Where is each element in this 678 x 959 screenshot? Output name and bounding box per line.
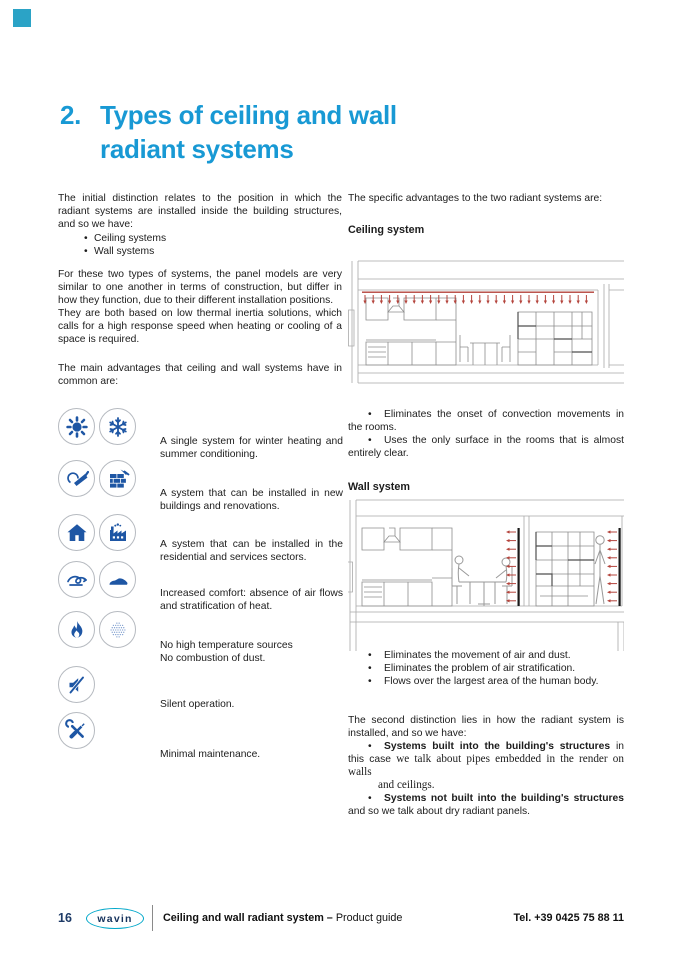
page-title-line1: Types of ceiling and wall — [100, 100, 397, 130]
bullet-glyph: • — [368, 650, 372, 661]
shoe-glyph — [106, 568, 130, 592]
crossed-tools-glyph — [65, 719, 89, 743]
bullet-glyph: • — [368, 663, 372, 674]
wall-shelving — [536, 532, 594, 606]
house-glyph — [65, 521, 89, 545]
shoe-icon — [99, 561, 136, 598]
flame-glyph — [65, 618, 89, 642]
ceiling-system-diagram — [348, 250, 624, 400]
second-distinction-block — [348, 714, 624, 818]
left-intro-paragraph: The initial distinction relates to the position in which the radiant systems are installed inside the building structures, and so we have: — [58, 193, 342, 230]
wall-bullet-2: • Eliminates the problem of air stratification. — [368, 663, 576, 674]
wall-bullet-1: • Eliminates the movement of air and dust. — [368, 650, 571, 661]
air-flow-glyph — [65, 568, 89, 592]
chapter-number: 2. — [60, 100, 82, 130]
corner-square — [13, 9, 31, 27]
bullet-glyph: • — [368, 676, 372, 687]
distinction-bullet-not-built: • Systems not built into the building's structures and so we talk about dry radiant panels. — [348, 793, 624, 817]
footer-divider — [152, 905, 153, 931]
dust-glyph — [106, 618, 130, 642]
bullet-glyph: • — [368, 741, 372, 752]
factory-icon — [99, 514, 136, 551]
left-paragraph-3: The main advantages that ceiling and wall systems have in common are: — [58, 363, 342, 387]
list-item-ceiling: • Ceiling systems — [84, 233, 167, 244]
render-trowel-glyph — [65, 467, 89, 491]
ceiling-bullets — [348, 408, 624, 460]
muted-speaker-glyph — [65, 673, 89, 697]
render-trowel-icon — [58, 460, 95, 497]
distinction-bullet-built: • Systems built into the building's structures in this case we talk about pipes embedded in the render on walls and ceilings. — [348, 741, 624, 791]
brick-wall-glyph — [106, 467, 130, 491]
crossed-tools-icon — [58, 712, 95, 749]
standing-person — [595, 536, 605, 604]
bullet-glyph: • — [368, 409, 372, 420]
seated-people — [452, 556, 512, 606]
ceiling-table — [460, 335, 510, 365]
second-distinction-paragraph: The second distinction lies in how the radiant system is installed, and so we have: — [348, 715, 624, 739]
snowflake-glyph — [106, 415, 130, 439]
right-intro-paragraph: The specific advantages to the two radiant systems are: — [348, 193, 603, 204]
brick-wall-icon — [99, 460, 136, 497]
wall-kitchen — [362, 528, 452, 606]
ceiling-arrows — [363, 295, 588, 304]
wall-system-heading: Wall system — [348, 481, 411, 493]
air-flow-icon — [58, 561, 95, 598]
dust-dots — [110, 622, 125, 637]
wavin-logo-text: wavin — [97, 912, 133, 925]
bullet-glyph: • — [84, 246, 88, 257]
sun-icon — [58, 408, 95, 445]
advantage-text-6: Silent operation. — [160, 699, 235, 710]
dust-icon — [99, 611, 136, 648]
muted-speaker-icon — [58, 666, 95, 703]
wall-bullet-3: • Flows over the largest area of the human body. — [368, 676, 599, 687]
bullet-glyph: • — [84, 233, 88, 244]
advantage-text-3: A system that can be installed in the residential and services sectors. — [160, 539, 343, 563]
list-item-wall: • Wall systems — [84, 246, 155, 257]
page-title-line2: radiant systems — [100, 134, 294, 164]
system-type-list — [58, 232, 342, 258]
ceiling-shelving — [518, 312, 592, 365]
advantage-text-2: A system that can be installed in new buildings and renovations. — [160, 488, 343, 512]
snowflake-icon — [99, 408, 136, 445]
factory-glyph — [106, 521, 130, 545]
wall-system-diagram — [348, 494, 624, 652]
ceiling-kitchen — [366, 298, 456, 365]
page-number: 16 — [58, 911, 72, 925]
left-paragraph-2a: For these two types of systems, the panel models are very similar to one another in terms of construction, but differ in how they function, due to their different installation positions. — [58, 269, 342, 306]
wavin-logo — [86, 908, 144, 929]
bullet-glyph: • — [368, 793, 372, 804]
bullet-glyph: • — [368, 435, 372, 446]
flame-icon — [58, 611, 95, 648]
advantage-text-7: Minimal maintenance. — [160, 749, 261, 760]
advantage-text-1: A single system for winter heating and summer conditioning. — [160, 436, 343, 460]
radiant-ceiling-band — [362, 292, 594, 293]
page-title — [100, 98, 397, 166]
footer-doc-title: Ceiling and wall radiant system – Product guide — [163, 912, 403, 924]
wall-structure — [348, 500, 624, 651]
advantage-text-4: Increased comfort: absence of air flows and stratification of heat. — [160, 588, 343, 612]
left-paragraph-2b: They are both based on low thermal inertia solutions, which calls for a high response speed when heating or cooling of a space is required. — [58, 308, 342, 345]
advantage-text-5: No high temperature sources No combustion of dust. — [160, 640, 293, 664]
sun-glyph — [65, 415, 89, 439]
ceiling-bullet-1: • Eliminates the onset of convection movements in the rooms. — [348, 409, 624, 433]
ceiling-system-heading: Ceiling system — [348, 224, 425, 236]
radiant-wall-panel-left — [518, 528, 520, 606]
ceiling-bullet-2: • Uses the only surface in the rooms that is almost entirely clear. — [348, 435, 624, 459]
wall-bullets — [348, 649, 624, 688]
footer-phone: Tel. +39 0425 75 88 11 — [513, 912, 624, 924]
house-icon — [58, 514, 95, 551]
radiant-wall-panel-right — [619, 528, 621, 606]
